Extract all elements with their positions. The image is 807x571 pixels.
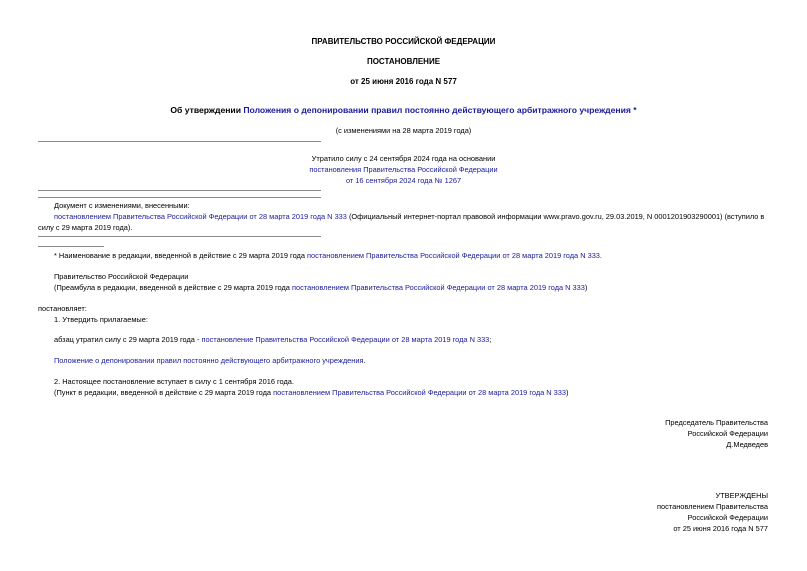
item-1: 1. Утвердить прилагаемые: bbox=[54, 315, 148, 324]
amendment-details: (Официальный интернет-портал правовой информации www.pravo.gov.ru, 29.03.2019, N 0001201903290001) (вступило в силу с 29 марта 2019 года). bbox=[38, 212, 765, 232]
amendments-label: Документ с изменениями, внесенными: bbox=[54, 201, 190, 210]
approved-date: от 25 июня 2016 года N 577 bbox=[673, 524, 768, 533]
title-link[interactable]: Положения о депонировании правил постоянно действующего арбитражного учреждения bbox=[243, 105, 631, 115]
amendment-link[interactable]: постановлением Правительства Российской Федерации от 28 марта 2019 года N 333 bbox=[54, 212, 347, 221]
item-2-note-link[interactable]: постановлением Правительства Российской Федерации от 28 марта 2019 года N 333 bbox=[273, 388, 567, 397]
changes-note: (с изменениями на 28 марта 2019 года) bbox=[335, 126, 472, 135]
document-type: ПОСТАНОВЛЕНИЕ bbox=[366, 57, 441, 66]
regulation-suffix: . bbox=[363, 356, 366, 365]
regulation-link[interactable]: Положение о депонировании правил постоянно действующего арбитражного учреждения bbox=[54, 356, 364, 365]
item-1-para-prefix: абзац утратил силу с 29 марта 2019 года - bbox=[54, 335, 202, 344]
footnote-link[interactable]: постановлением Правительства Российской Федерации от 28 марта 2019 года N 333 bbox=[307, 251, 600, 260]
document-title bbox=[0, 104, 807, 116]
expired-link-date[interactable]: от 16 сентября 2024 года № 1267 bbox=[345, 176, 462, 185]
item-2-note-prefix: (Пункт в редакции, введенной в действие с 29 марта 2019 года bbox=[54, 388, 274, 397]
preamble-line: Правительство Российской Федерации bbox=[54, 272, 189, 281]
item-1-expired-paragraph bbox=[54, 334, 491, 345]
approved-by: постановлением Правительства bbox=[657, 502, 768, 511]
footnote-end: . bbox=[599, 251, 602, 260]
title-prefix: Об утверждении bbox=[170, 105, 244, 115]
item-1-para-link[interactable]: постановление Правительства Российской Федерации от 28 марта 2019 года N 333 bbox=[201, 335, 490, 344]
item-1-regulation bbox=[54, 355, 366, 366]
item-1-para-suffix: ; bbox=[489, 335, 492, 344]
amendments-text bbox=[38, 211, 769, 233]
divider bbox=[38, 236, 321, 237]
item-2: 2. Настоящее постановление вступает в силу с 1 сентября 2016 года. bbox=[54, 377, 294, 386]
government-heading: ПРАВИТЕЛЬСТВО РОССИЙСКОЙ ФЕДЕРАЦИИ bbox=[311, 37, 496, 46]
signature-position: Председатель Правительства bbox=[665, 418, 768, 427]
expired-link-decree[interactable]: постановления Правительства Российской Федерации bbox=[309, 165, 498, 174]
item-2-note bbox=[54, 387, 568, 398]
item-2-note-suffix: ) bbox=[566, 388, 569, 397]
document-date-number: от 25 июня 2016 года N 577 bbox=[350, 77, 457, 86]
preamble-note-prefix: (Преамбула в редакции, введенной в действие с 29 марта 2019 года bbox=[54, 283, 292, 292]
preamble-note-link[interactable]: постановлением Правительства Российской Федерации от 28 марта 2019 года N 333 bbox=[291, 283, 585, 292]
signature-country: Российской Федерации bbox=[687, 429, 768, 438]
divider bbox=[38, 197, 321, 198]
footnote bbox=[54, 250, 602, 261]
expired-line: Утратило силу с 24 сентября 2024 года на основании bbox=[311, 154, 496, 163]
approved-heading: УТВЕРЖДЕНЫ bbox=[715, 491, 768, 500]
preamble-note bbox=[54, 282, 587, 293]
approved-country: Российской Федерации bbox=[687, 513, 768, 522]
preamble-note-suffix: ) bbox=[584, 283, 588, 292]
decrees-word: постановляет: bbox=[38, 304, 87, 313]
divider bbox=[38, 190, 321, 191]
signature-name: Д.Медведев bbox=[726, 440, 768, 449]
footnote-divider bbox=[38, 246, 104, 247]
divider bbox=[38, 141, 321, 142]
title-footnote-marker[interactable]: * bbox=[630, 105, 637, 115]
footnote-text: * Наименование в редакции, введенной в действие с 29 марта 2019 года bbox=[54, 251, 308, 260]
